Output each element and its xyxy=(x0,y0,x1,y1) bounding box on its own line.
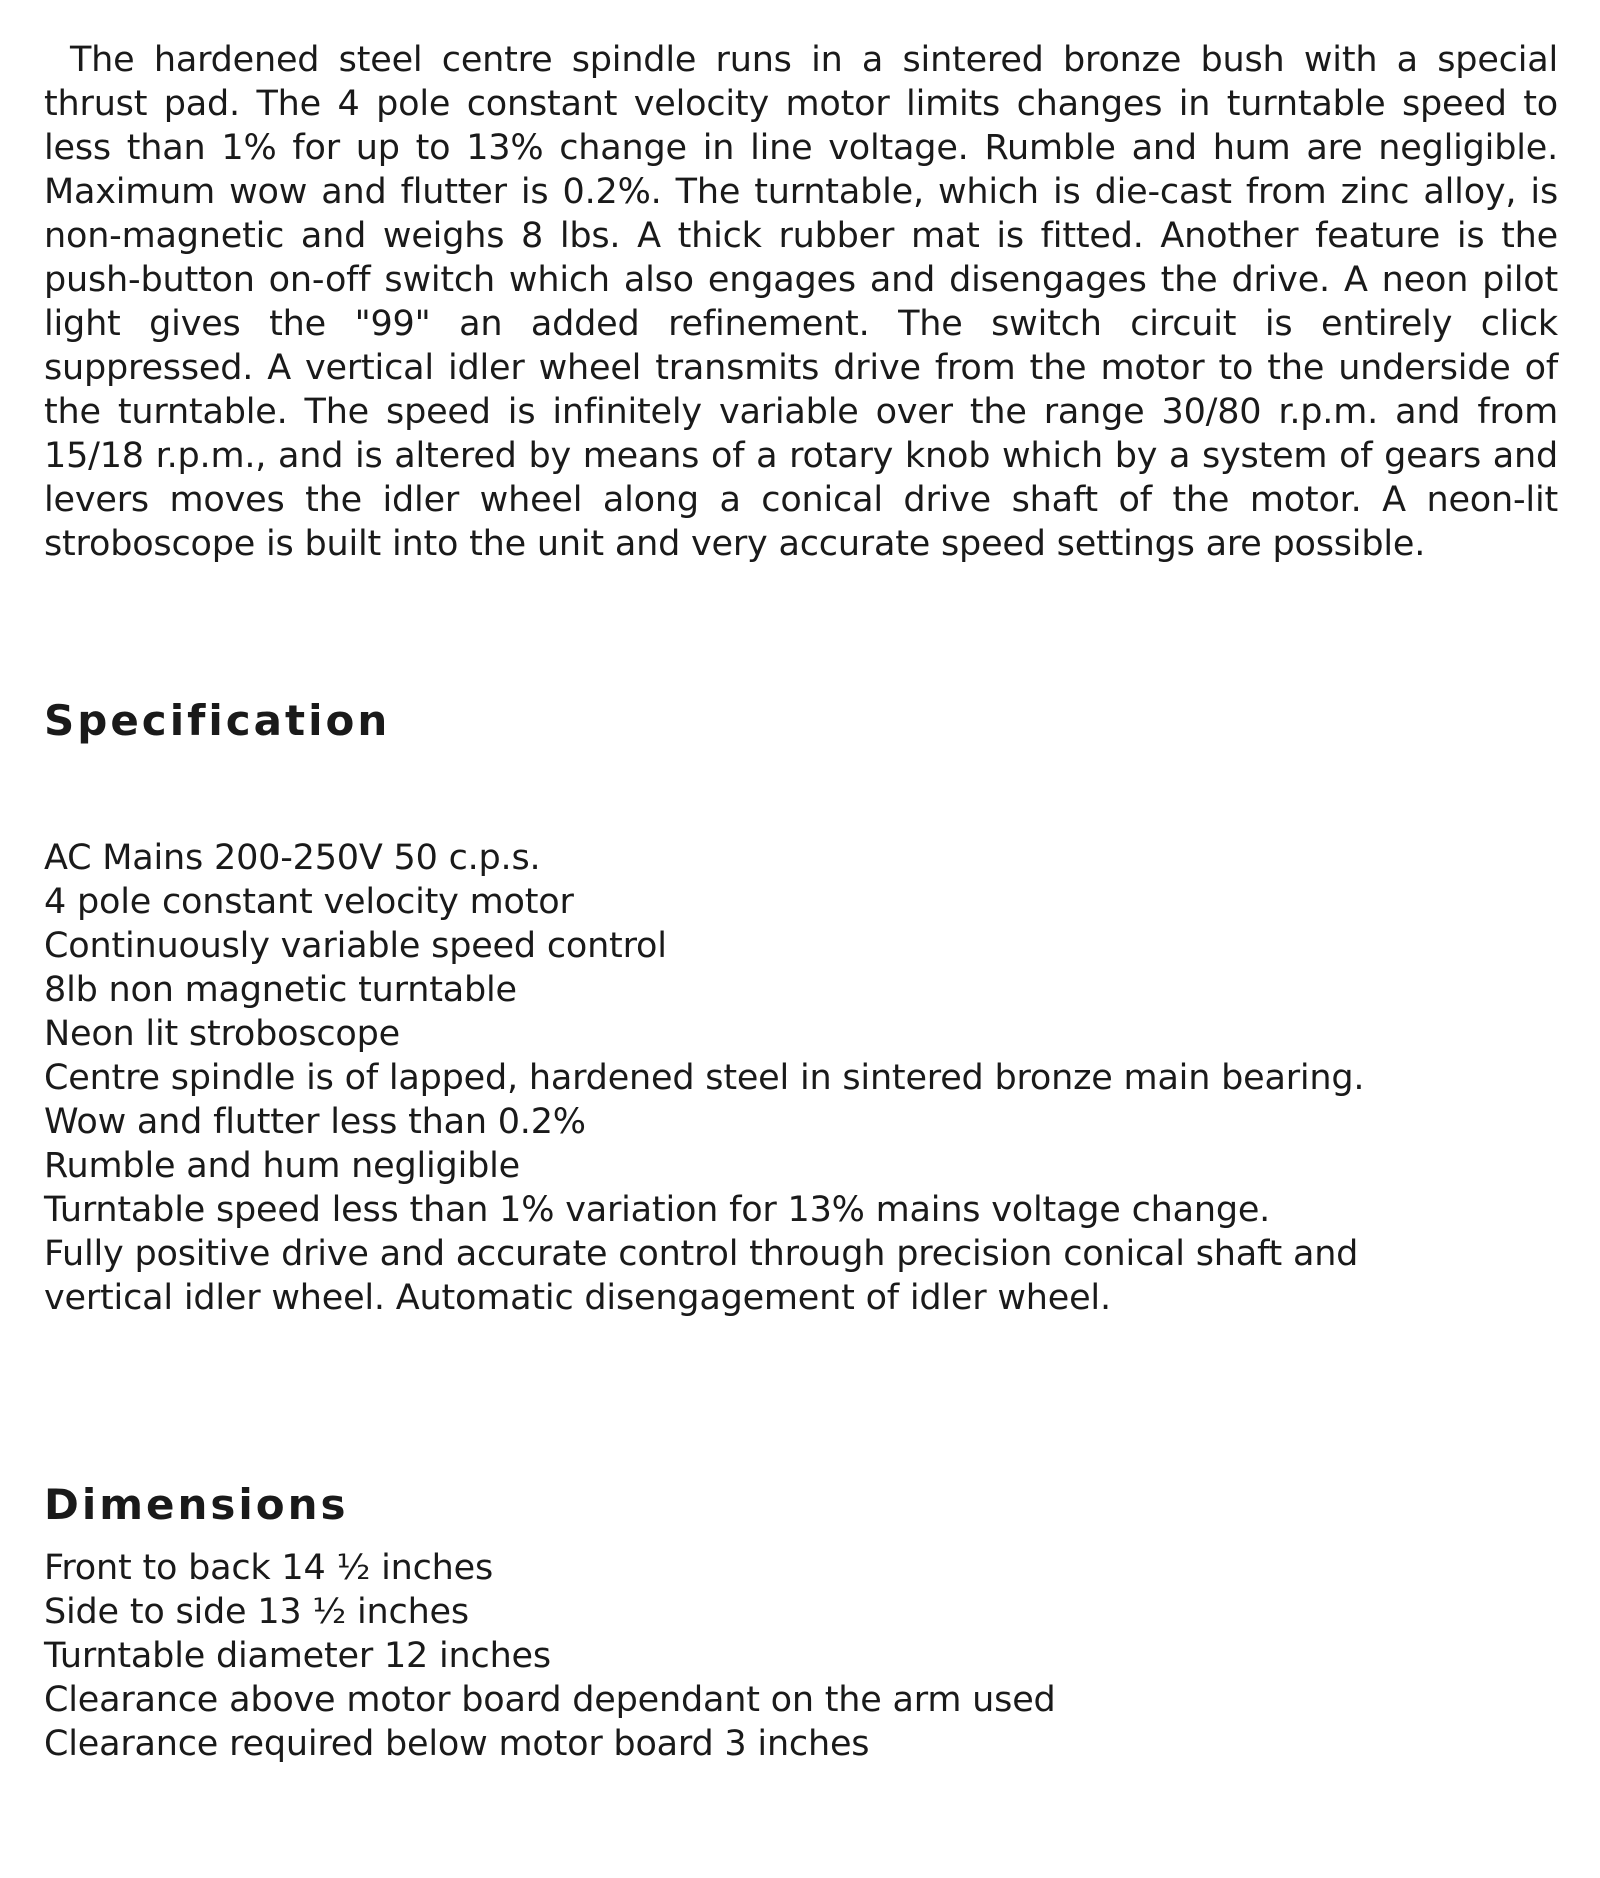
spec-item: Fully positive drive and accurate control through precision conical shaft and vertical idler wheel. Automatic disengagement of idler wheel. xyxy=(44,1234,1359,1318)
spec-item: Continuously variable speed control xyxy=(44,926,667,966)
spec-item: Centre spindle is of lapped, hardened steel in sintered bronze main bearing. xyxy=(44,1058,1365,1098)
dimension-item: Front to back 14 ½ inches xyxy=(44,1548,494,1588)
dimension-item: Clearance required below motor board 3 inches xyxy=(44,1724,870,1764)
spec-item: Wow and flutter less than 0.2% xyxy=(44,1102,586,1142)
dimensions-heading: Dimensions xyxy=(44,1480,349,1529)
spec-item: Turntable speed less than 1% variation for 13% mains voltage change. xyxy=(44,1190,1271,1230)
intro-paragraph: The hardened steel centre spindle runs in a sintered bronze bush with a special thrust pad. The 4 pole constant velocity motor limits changes in turntable speed to less than 1% for up to 13% change in line voltage. Rumble and hum are negligible. Maximum wow and flutter is 0.2%. The turntable, which is die-cast from zinc alloy, is non-magnetic and weighs 8 lbs. A thick rubber mat is fitted. Another feature is the push-button on-off switch which also engages and disengages the drive. A neon pilot light gives the "99" an added refinement. The switch circuit is entirely click suppressed. A vertical idler wheel transmits drive from the motor to the underside of the turntable. The speed is infinitely variable over the range 30/80 r.p.m. and from 15/18 r.p.m., and is altered by means of a rotary knob which by a system of gears and levers moves the idler wheel along a conical drive shaft of the motor. A neon-lit stroboscope is built into the unit and very accurate speed settings are possible. xyxy=(44,40,1558,564)
spec-item: 4 pole constant velocity motor xyxy=(44,882,574,922)
document-page xyxy=(44,38,1558,1766)
spec-item: 8lb non magnetic turntable xyxy=(44,970,517,1010)
dimension-item: Clearance above motor board dependant on the arm used xyxy=(44,1680,1056,1720)
dimension-item: Side to side 13 ½ inches xyxy=(44,1592,469,1632)
spec-item: Rumble and hum negligible xyxy=(44,1146,520,1186)
dimension-item: Turntable diameter 12 inches xyxy=(44,1636,551,1676)
specification-list xyxy=(44,836,1484,1320)
spec-item: AC Mains 200-250V 50 c.p.s. xyxy=(44,838,541,878)
specification-heading: Specification xyxy=(44,696,391,745)
dimensions-list xyxy=(44,1546,1558,1766)
spec-item: Neon lit stroboscope xyxy=(44,1014,400,1054)
